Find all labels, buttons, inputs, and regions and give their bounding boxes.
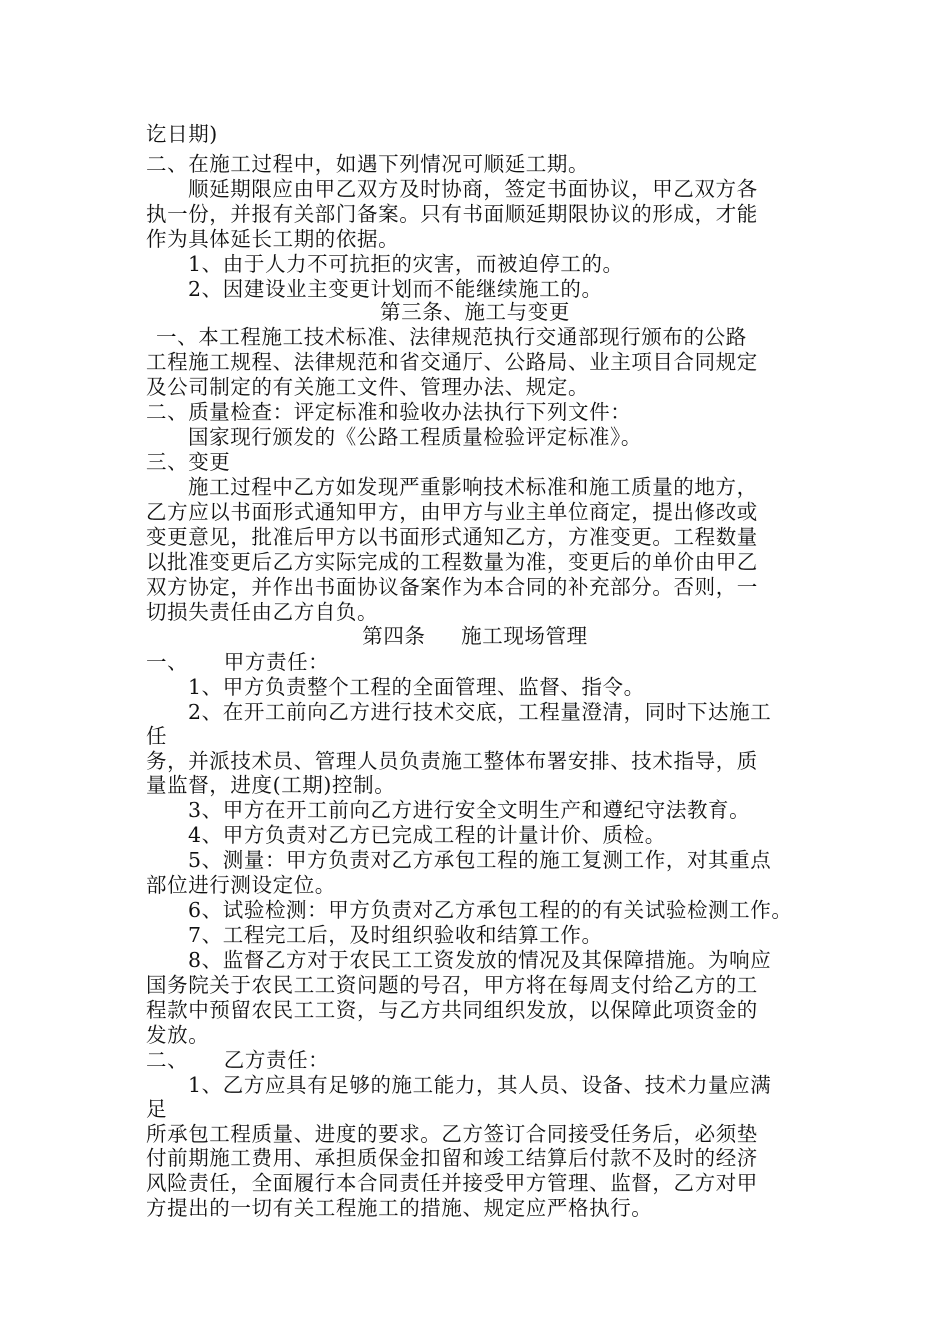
text-line: 方提出的一切有关工程施工的措施、规定应严格执行。 (146, 1196, 653, 1220)
text-line: 切损失责任由乙方自负。 (146, 600, 379, 624)
section-heading: 第四条 施工现场管理 (362, 624, 588, 648)
text-line: 1、甲方负责整个工程的全面管理、监督、指令。 (188, 675, 645, 699)
text-line: 二、 乙方责任： (146, 1048, 330, 1072)
text-line: 变更意见，批准后甲方以书面形式通知乙方，方准变更。工程数量 (146, 525, 758, 549)
text-line: 二、质量检查：评定标准和验收办法执行下列文件： (146, 400, 632, 424)
text-line: 任 (146, 724, 168, 748)
text-line: 以批准变更后乙方实际完成的工程数量为准，变更后的单价由甲乙 (146, 550, 758, 574)
text-line: 3、甲方在开工前向乙方进行安全文明生产和遵纪守法教育。 (188, 798, 751, 822)
text-line: 2、在开工前向乙方进行技术交底，工程量澄清，同时下达施工 (188, 700, 772, 724)
text-line: 1、由于人力不可抗拒的灾害，而被迫停工的。 (188, 252, 624, 276)
text-line: 8、监督乙方对于农民工工资发放的情况及其保障措施。为响应 (188, 948, 772, 972)
text-line: 6、试验检测：甲方负责对乙方承包工程的的有关试验检测工作。 (188, 898, 793, 922)
text-line: 施工过程中乙方如发现严重影响技术标准和施工质量的地方， (188, 475, 758, 499)
text-line: 乙方应以书面形式通知甲方，由甲方与业主单位商定，提出修改或 (146, 500, 758, 524)
text-line: 国家现行颁发的《公路工程质量检验评定标准》。 (188, 425, 642, 449)
text-line: 及公司制定的有关施工文件、管理办法、规定。 (146, 375, 590, 399)
text-line: 一、本工程施工技术标准、法律规范执行交通部现行颁布的公路 (156, 325, 747, 349)
text-line: 所承包工程质量、进度的要求。乙方签订合同接受任务后，必须垫 (146, 1122, 758, 1146)
text-line: 一、 甲方责任： (146, 650, 330, 674)
text-line: 2、因建设业主变更计划而不能继续施工的。 (188, 277, 603, 301)
text-line: 发放。 (146, 1023, 210, 1047)
text-line: 7、工程完工后，及时组织验收和结算工作。 (188, 923, 603, 947)
text-line: 1、乙方应具有足够的施工能力，其人员、设备、技术力量应满 (188, 1073, 772, 1097)
text-line: 双方协定，并作出书面协议备案作为本合同的补充部分。否则，一 (146, 575, 758, 599)
text-line: 工程施工规程、法律规范和省交通厅、公路局、业主项目合同规定 (146, 350, 758, 374)
text-line: 二、在施工过程中，如遇下列情况可顺延工期。 (146, 152, 590, 176)
text-line: 国务院关于农民工工资问题的号召，甲方将在每周支付给乙方的工 (146, 973, 758, 997)
text-line: 作为具体延长工期的依据。 (146, 227, 400, 251)
text-line: 付前期施工费用、承担质保金扣留和竣工结算后付款不及时的经济 (146, 1146, 758, 1170)
text-line: 4、甲方负责对乙方已完成工程的计量计价、质检。 (188, 823, 666, 847)
text-line: 风险责任，全面履行本合同责任并接受甲方管理、监督，乙方对甲 (146, 1171, 758, 1195)
text-line: 顺延期限应由甲乙双方及时协商，签定书面协议，甲乙双方各 (188, 177, 758, 201)
text-line: 部位进行测设定位。 (146, 873, 336, 897)
section-heading: 第三条、施工与变更 (380, 300, 570, 324)
text-line: 讫日期) (146, 122, 218, 146)
text-line: 务，并派技术员、管理人员负责施工整体布署安排、技术指导，质 (146, 749, 758, 773)
text-line: 三、变更 (146, 450, 231, 474)
text-line: 5、测量：甲方负责对乙方承包工程的施工复测工作，对其重点 (188, 848, 772, 872)
text-line: 执一份，并报有关部门备案。只有书面顺延期限协议的形成，才能 (146, 202, 758, 226)
text-line: 足 (146, 1097, 168, 1121)
text-line: 量监督，进度(工期)控制。 (146, 773, 396, 797)
text-line: 程款中预留农民工工资，与乙方共同组织发放，以保障此项资金的 (146, 998, 758, 1022)
